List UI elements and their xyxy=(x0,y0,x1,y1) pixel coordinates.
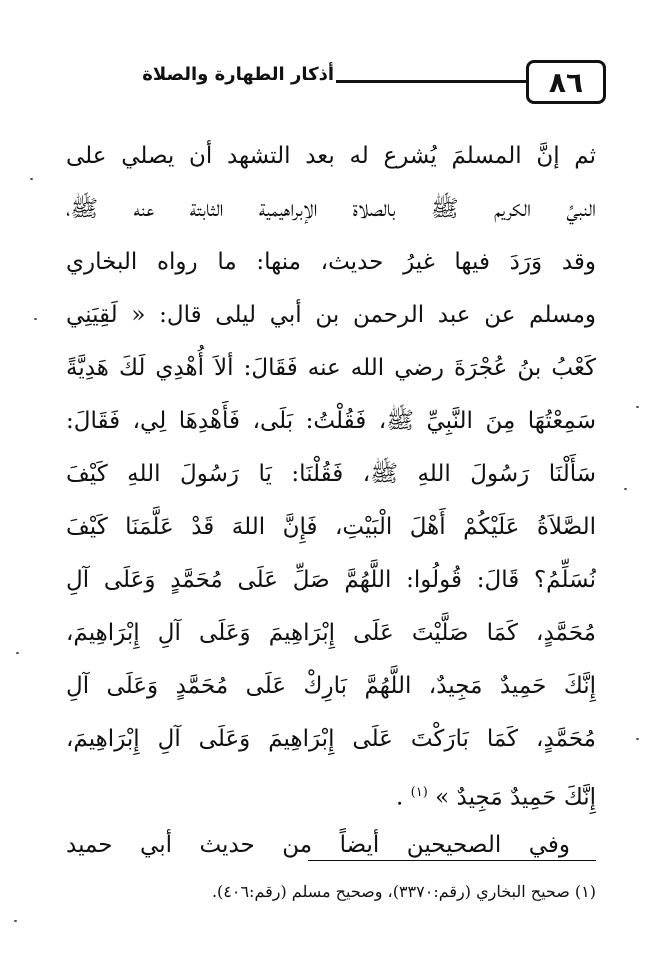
page-number-box xyxy=(526,60,606,104)
footnote-reference[interactable]: (١) xyxy=(410,785,428,800)
footnote: (١) صحيح البخاري (رقم:٣٣٧٠)، وصحيح مسلم (رقم:٤٠٦). xyxy=(211,882,596,901)
text-line-3: وقد وَرَدَ فيها غيرُ حديث، منها: ما رواه البخاري xyxy=(66,249,596,275)
text-line-10: مُحَمَّدٍ، كَمَا صَلَّيْتَ عَلَى إِبْرَاهِيمَ وَعَلَى آلِ إِبْرَاهِيمَ، xyxy=(66,620,596,646)
text-line-13 xyxy=(66,766,596,819)
text-line-14: وفي الصحيحين أيضاً من حديث أبي حميد xyxy=(66,832,570,858)
text-line-6: سَمِعْتُهَا مِنَ النَّبِيِّ ﷺ، فَقُلْتُ: بَلَى، فَأَهْدِهَا لِي، فَقَالَ: xyxy=(66,408,596,434)
scan-speck xyxy=(34,318,37,320)
footnote-separator xyxy=(308,860,596,861)
scan-speck xyxy=(14,920,17,922)
text-line-9: نُسَلِّمُ؟ قَالَ: قُولُوا: اللَّهُمَّ صَلِّ عَلَى مُحَمَّدٍ وَعَلَى آلِ xyxy=(66,567,596,593)
text-line-8: الصَّلاَةُ عَلَيْكُمْ أَهْلَ الْبَيْتِ، فَإِنَّ اللهَ قَدْ عَلَّمَنَا كَيْفَ xyxy=(66,514,596,540)
scan-speck xyxy=(30,178,33,180)
body-text xyxy=(66,130,596,872)
running-title: أذكار الطهارة والصلاة xyxy=(142,64,334,85)
page-number: ٨٦ xyxy=(548,65,584,99)
text-line-7: سَأَلْنَا رَسُولَ اللهِ ﷺ، فَقُلْنَا: يَا رَسُولَ اللهِ كَيْفَ xyxy=(66,461,596,487)
text-line-5: كَعْبُ بنُ عُجْرَةَ رضي الله عنه فَقَالَ: ألاَ أُهْدِي لَكَ هَدِيَّةً xyxy=(66,355,596,381)
page-header xyxy=(66,58,606,108)
text-line-1: ثم إنَّ المسلمَ يُشرع له بعد التشهد أن يصلي على xyxy=(66,143,596,169)
scan-speck xyxy=(636,738,639,740)
text-line-13-period: . xyxy=(396,784,404,811)
text-line-13-text: إِنَّكَ حَمِيدٌ مَجِيدٌ » xyxy=(435,784,596,811)
text-line-2: النبيِّ الكريم ﷺ بالصلاة الإبراهيمية الثابتة عنه ﷺ، xyxy=(66,196,596,222)
scan-speck xyxy=(624,488,627,490)
header-rule xyxy=(336,80,526,83)
text-line-4: ومسلم عن عبد الرحمن بن أبي ليلى قال: « لَقِيَنِي xyxy=(66,302,596,328)
scan-speck xyxy=(636,406,639,408)
text-line-11: إِنَّكَ حَمِيدٌ مَجِيدٌ، اللَّهُمَّ بَارِكْ عَلَى مُحَمَّدٍ وَعَلَى آلِ xyxy=(66,673,596,699)
scan-speck xyxy=(16,652,19,654)
text-line-12: مُحَمَّدٍ، كَمَا بَارَكْتَ عَلَى إِبْرَاهِيمَ وَعَلَى آلِ إِبْرَاهِيمَ، xyxy=(66,726,596,752)
